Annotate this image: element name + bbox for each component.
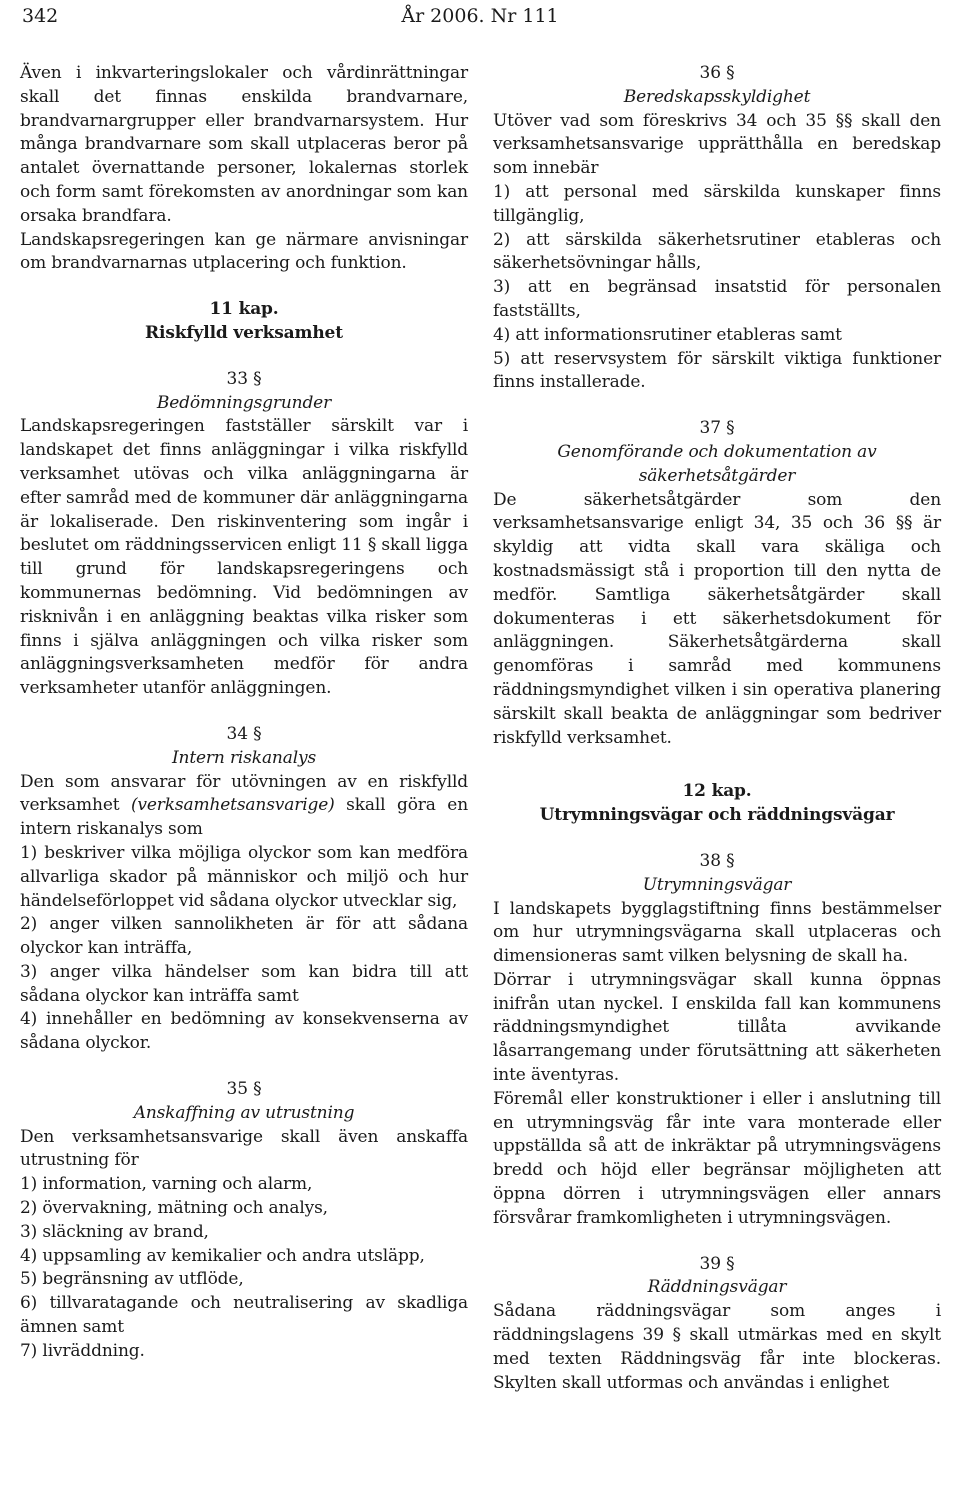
section-35-item-1: 1) information, varning och alarm, <box>20 1174 313 1195</box>
section-35-paragraph: Den verksamhetsansvarige skall även anskaffa utrustning för <box>20 1126 468 1171</box>
section-35-item-7: 7) livräddning. <box>20 1340 145 1361</box>
section-35-number: 35 § <box>226 1079 262 1100</box>
section-39-title: Räddningsvägar <box>647 1277 787 1298</box>
section-34-number: 34 § <box>226 723 262 744</box>
chapter-12-title: Utrymningsvägar och räddningsvägar <box>539 805 895 826</box>
section-39-paragraph: Sådana räddningsvägar som anges i räddningslagens 39 § skall utmärkas med en skylt med texten Räddningsväg får inte blockeras. Skylten skall utformas och användas i enlighet <box>493 1301 941 1393</box>
section-33-number: 33 § <box>226 368 262 389</box>
section-37-paragraph: De säkerhetsåtgärder som den verksamhetsansvarige enligt 34, 35 och 36 §§ är skyldig att vidta skall vara skäliga och kostnadsmässigt stå i proportion till den nytta de medför. Samtliga säkerhetsåtgärder skall dokumenteras i ett säkerhetsdokument för anläggningen. Säkerhetsåtgärderna skall genomföras i samråd med kommunens räddningsmyndighet vilken i sin operativa planering särskilt skall beakta de anläggningar som bedriver riskfylld verksamhet. <box>493 489 941 748</box>
section-35-title: Anskaffning av utrustning <box>133 1102 355 1123</box>
right-column <box>493 62 941 1395</box>
section-34-paragraph <box>20 771 468 842</box>
chapter-12-number: 12 kap. <box>682 781 752 802</box>
section-35-item-5: 5) begränsning av utflöde, <box>20 1269 244 1290</box>
intro-paragraph-2: Landskapsregeringen kan ge närmare anvisningar om brandvarnarnas utplacering och funktion. <box>20 229 468 274</box>
issue-label: År 2006. Nr 111 <box>401 5 559 27</box>
page-header <box>22 4 938 28</box>
page-number: 342 <box>22 5 59 27</box>
section-37-number: 37 § <box>699 418 735 439</box>
chapter-11-number: 11 kap. <box>209 299 279 320</box>
section-33-paragraph: Landskapsregeringen fastställer särskilt var i landskapet det finns anläggningar i vilka riskfylld verksamhet utövas och vilka anläggningarna är efter samråd med de kommuner där anläggningarna är lokaliserade. Den riskinventering som ingår i beslutet om räddningsservicen enligt 11 § skall ligga till grund för landskapsregeringens och kommunernas bedömning. Vid bedömningen av risknivån i en anläggning beaktas vilka risker som finns i själva anläggningen och vilka risker som anläggningsverksamheten medför för andra verksamheter utanför anläggningen. <box>20 416 468 699</box>
section-36-item-4: 4) att informationsrutiner etableras samt <box>493 324 842 345</box>
section-38-number: 38 § <box>699 850 735 871</box>
section-36-paragraph: Utöver vad som föreskrivs 34 och 35 §§ skall den verksamhetsansvarige upprätthålla en beredskap som innebär <box>493 110 941 179</box>
section-34-defined-term: (verksamhetsansvarige) <box>130 795 335 816</box>
section-36-item-2: 2) att särskilda säkerhetsrutiner etableras och säkerhetsövningar hålls, <box>493 229 941 274</box>
section-35-item-3: 3) släckning av brand, <box>20 1221 209 1242</box>
section-36-title: Beredskapsskyldighet <box>623 86 811 107</box>
section-34-text-b: skall göra en intern riskanalys som <box>20 795 468 840</box>
section-36-item-5: 5) att reservsystem för särskilt viktiga funktioner finns installerade. <box>493 348 941 393</box>
section-38-paragraph-2: Dörrar i utrymningsvägar skall kunna öppnas inifrån utan nyckel. I enskilda fall kan kommunens räddningsmyndighet tillåta avvikande låsarrangemang under förutsättning att säkerheten inte äventyras. <box>493 969 941 1086</box>
section-38-paragraph-1: I landskapets bygglagstiftning finns bestämmelser om hur utrymningsvägarna skall utplaceras och dimensioneras samt vilken belysning de skall ha. <box>493 898 941 967</box>
section-37-title: Genomförande och dokumentation av säkerhetsåtgärder <box>557 441 877 486</box>
section-36-item-1: 1) att personal med särskilda kunskaper finns tillgänglig, <box>493 181 941 226</box>
section-36-number: 36 § <box>699 63 735 83</box>
intro-paragraph-1: Även i inkvarteringslokaler och vårdinrättningar skall det finnas enskilda brandvarnare, brandvarnargrupper eller brandvarnarsystem. Hur många brandvarnare som skall utplaceras beror på antalet övernattande personer, lokalernas storlek och form samt förekomsten av anordningar som kan orsaka brandfara. <box>20 63 468 226</box>
section-34-item-1: 1) beskriver vilka möjliga olyckor som kan medföra allvarliga skador på människor och miljö och hur händelseförloppet vid sådana olyckor utvecklar sig, <box>20 842 468 911</box>
section-35-item-6: 6) tillvaratagande och neutralisering av skadliga ämnen samt <box>20 1293 468 1338</box>
section-35-item-4: 4) uppsamling av kemikalier och andra utsläpp, <box>20 1245 425 1266</box>
chapter-11-title: Riskfylld verksamhet <box>145 322 343 343</box>
section-39-number: 39 § <box>699 1253 735 1274</box>
section-34-title: Intern riskanalys <box>171 747 317 768</box>
section-34-item-4: 4) innehåller en bedömning av konsekvenserna av sådana olyckor. <box>20 1009 468 1054</box>
section-33-title: Bedömningsgrunder <box>156 392 332 413</box>
section-34-item-3: 3) anger vilka händelser som kan bidra till att sådana olyckor kan inträffa samt <box>20 961 468 1006</box>
section-34-item-2: 2) anger vilken sannolikheten är för att sådana olyckor kan inträffa, <box>20 914 468 959</box>
section-38-paragraph-3: Föremål eller konstruktioner i eller i anslutning till en utrymningsväg får inte vara monterade eller uppställda så att de inkräktar på utrymningsvägens bredd och höjd eller begränsar möjligheten att öppna dörren i utrymningsvägen eller annars försvårar framkomligheten i utrymningsvägen. <box>493 1088 941 1228</box>
section-36-item-3: 3) att en begränsad insatstid för personalen fastställts, <box>493 277 941 321</box>
section-34-text-a: Den som ansvarar för utövningen av en riskfylld verksamhet <box>20 771 468 816</box>
section-38-title: Utrymningsvägar <box>642 874 792 895</box>
section-35-item-2: 2) övervakning, mätning och analys, <box>20 1198 328 1219</box>
left-column <box>20 62 468 1364</box>
